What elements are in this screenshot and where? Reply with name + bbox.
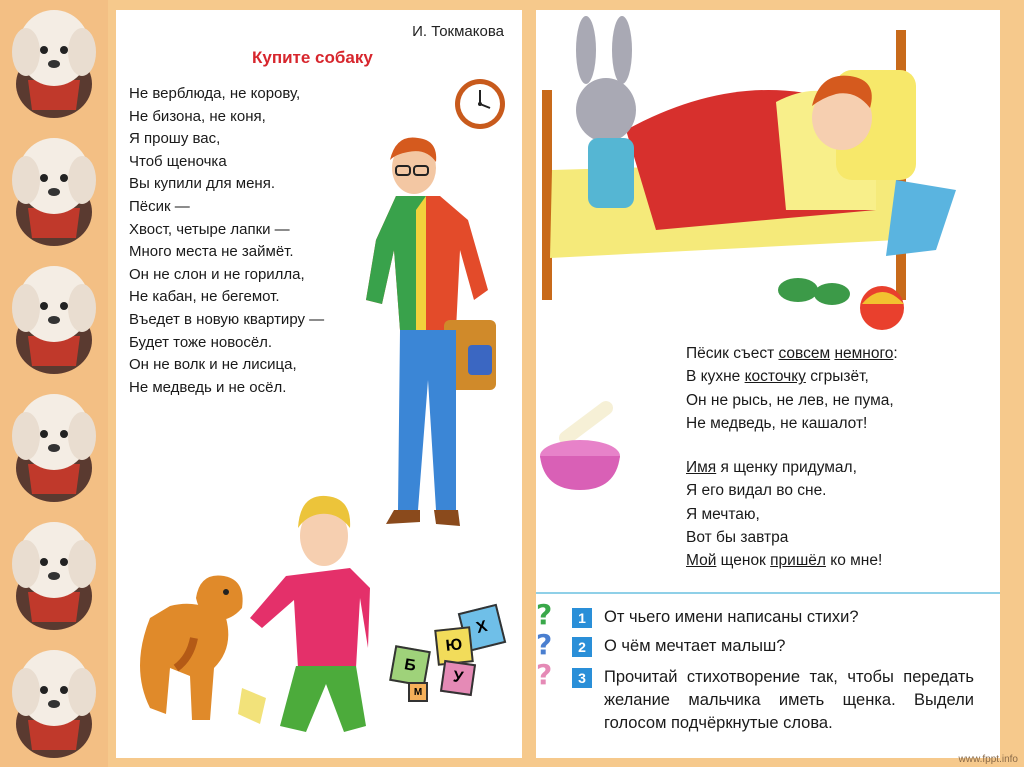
puppy-image [6, 258, 102, 376]
questions-section [536, 590, 1000, 758]
question-mark-icon: ? [536, 598, 553, 631]
puppy-image [6, 386, 102, 504]
poem-author: И. Токмакова [412, 23, 504, 40]
poem-line: Пёсик съест совсем немного: [686, 345, 898, 362]
poem-line: Въедет в новую квартиру — [129, 310, 325, 328]
father-illustration [356, 130, 506, 575]
poem-stanza-2 [686, 456, 882, 572]
right-page [536, 10, 1000, 758]
poem-line: Не кабан, не бегемот. [129, 288, 280, 306]
question-number: 2 [572, 637, 592, 657]
boy-and-dog-illustration [130, 488, 370, 750]
poem-line: Не медведь, не кашалот! [686, 414, 868, 432]
poem-line: Мой щенок пришёл ко мне! [686, 552, 883, 570]
puppy-strip [0, 0, 108, 767]
poem-line: Пёсик — [129, 197, 190, 215]
poem-line: Он не слон и не горилла, [129, 265, 305, 283]
poem-line: Я мечтаю, [686, 505, 760, 523]
question-2 [572, 635, 785, 658]
puppy-image [6, 514, 102, 632]
poem-line: Чтоб щеночка [129, 152, 227, 170]
puppy-image [6, 642, 102, 760]
poem-line: Я его видал во сне. [686, 482, 827, 500]
poem-line: Хвост, четыре лапки — [129, 220, 290, 238]
letter-block: М [408, 682, 428, 702]
question-mark-icon: ? [536, 658, 553, 691]
question-marks [536, 600, 564, 690]
poem-line: Много места не займёт. [129, 243, 294, 261]
puppy-image [6, 130, 102, 248]
boy-in-bed-illustration [536, 10, 1000, 340]
divider [536, 592, 1000, 594]
poem-line: Будет тоже новосёл. [129, 333, 273, 351]
poem-line: Не медведь и не осёл. [129, 378, 287, 396]
poem-line: Вот бы завтра [686, 528, 789, 546]
poem-title: Купите собаку [252, 48, 373, 67]
question-mark-icon: ? [536, 628, 553, 661]
poem-line: Не бизона, не коня, [129, 107, 266, 125]
letter-block: Б [389, 645, 431, 687]
question-text: Прочитай стихотворение так, чтобы передать желание мальчика иметь щенка. Выдели голосом подчёркнутые слова. [604, 668, 974, 732]
letter-blocks [392, 608, 522, 700]
poem-line: Он не волк и не лисица, [129, 356, 297, 374]
letter-block: У [440, 660, 476, 696]
poem-line: Не верблюда, не корову, [129, 85, 301, 102]
poem-line: Вы купили для меня. [129, 175, 276, 193]
poem-line: Я прошу вас, [129, 130, 221, 148]
footer-watermark: www.fppt.info [958, 754, 1018, 765]
letter-block: Ю [434, 626, 474, 666]
puppy-image [6, 2, 102, 120]
question-text: О чём мечтает малыш? [604, 637, 786, 655]
poem-text [129, 83, 324, 399]
question-1 [572, 606, 859, 629]
poem-stanza-1 [686, 342, 898, 435]
question-text: От чьего имени написаны стихи? [604, 608, 859, 626]
letter-block: Х [458, 604, 506, 652]
question-3 [572, 666, 982, 735]
question-number: 1 [572, 608, 592, 628]
dog-bowl-icon [536, 398, 626, 498]
question-number: 3 [572, 668, 592, 688]
poem-line: Он не рысь, не лев, не пума, [686, 391, 894, 409]
poem-line: Имя я щенку придумал, [686, 459, 857, 476]
poem-line: В кухне косточку сгрызёт, [686, 368, 869, 386]
